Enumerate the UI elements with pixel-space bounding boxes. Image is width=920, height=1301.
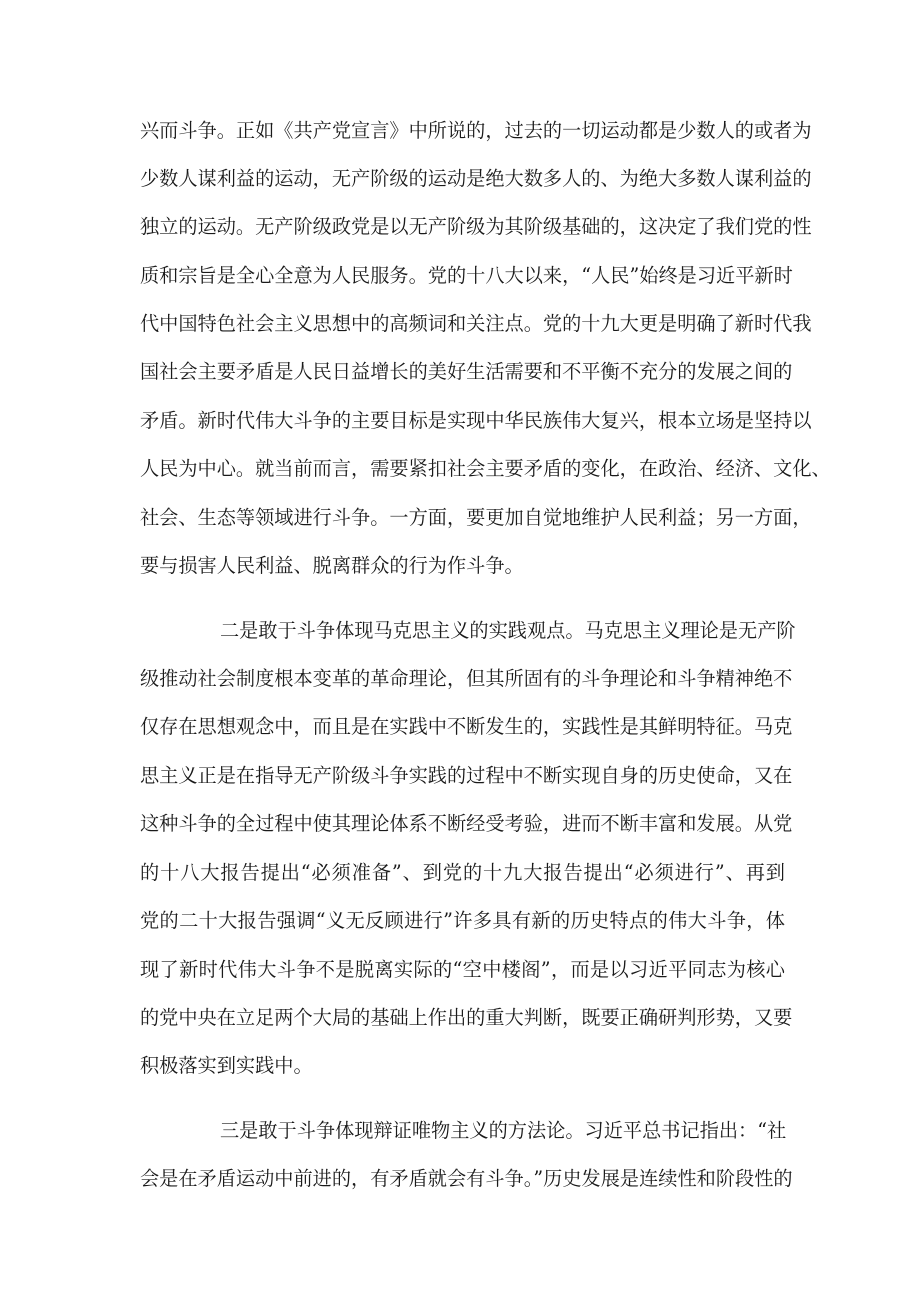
text-line: 二是敢于斗争体现马克思主义的实践观点。马克思主义理论是无产阶 (220, 619, 796, 642)
text-line: 社会、生态等领域进行斗争。一方面，要更加自觉地维护人民利益；另一方面， (140, 506, 812, 529)
text-line: 这种斗争的全过程中使其理论体系不断经受考验，进而不断丰富和发展。从党 (140, 812, 793, 835)
text-line: 积极落实到实践中。 (140, 1054, 313, 1077)
text-line: 的十八大报告提出“必须准备”、到党的十九大报告提出“必须进行”、再到 (140, 861, 785, 884)
text-line: 会是在矛盾运动中前进的，有矛盾就会有斗争。”历史发展是连续性和阶段性的 (140, 1167, 793, 1190)
text-line: 代中国特色社会主义思想中的高频词和关注点。党的十九大更是明确了新时代我 (140, 312, 812, 335)
text-line: 级推动社会制度根本变革的革命理论，但其所固有的斗争理论和斗争精神绝不 (140, 667, 793, 690)
text-line: 独立的运动。无产阶级政党是以无产阶级为其阶级基础的，这决定了我们党的性 (140, 215, 812, 238)
text-line: 质和宗旨是全心全意为人民服务。党的十八大以来，“人民”始终是习近平新时 (140, 264, 793, 287)
text-line: 三是敢于斗争体现辩证唯物主义的方法论。习近平总书记指出：“社 (220, 1119, 787, 1142)
text-line: 人民为中心。就当前而言，需要紧扣社会主要矛盾的变化，在政治、经济、文化、 (140, 457, 831, 480)
text-line: 要与损害人民利益、脱离群众的行为作斗争。 (140, 554, 524, 577)
text-line: 仅存在思想观念中，而且是在实践中不断发生的，实践性是其鲜明特征。马克 (140, 715, 793, 738)
text-line: 矛盾。新时代伟大斗争的主要目标是实现中华民族伟大复兴，根本立场是坚持以 (140, 409, 812, 432)
text-line: 思主义正是在指导无产阶级斗争实践的过程中不断实现自身的历史使命，又在 (140, 764, 793, 787)
text-line: 国社会主要矛盾是人民日益增长的美好生活需要和不平衡不充分的发展之间的 (140, 360, 793, 383)
text-line: 兴而斗争。正如《共产党宣言》中所说的，过去的一切运动都是少数人的或者为 (140, 119, 812, 142)
text-line: 党的二十大报告强调“义无反顾进行”许多具有新的历史特点的伟大斗争，体 (140, 909, 785, 932)
text-line: 的党中央在立足两个大局的基础上作出的重大判断，既要正确研判形势，又要 (140, 1006, 793, 1029)
text-line: 现了新时代伟大斗争不是脱离实际的“空中楼阁”，而是以习近平同志为核心 (140, 958, 785, 981)
text-line: 少数人谋利益的运动，无产阶级的运动是绝大数多人的、为绝大多数人谋利益的 (140, 167, 812, 190)
